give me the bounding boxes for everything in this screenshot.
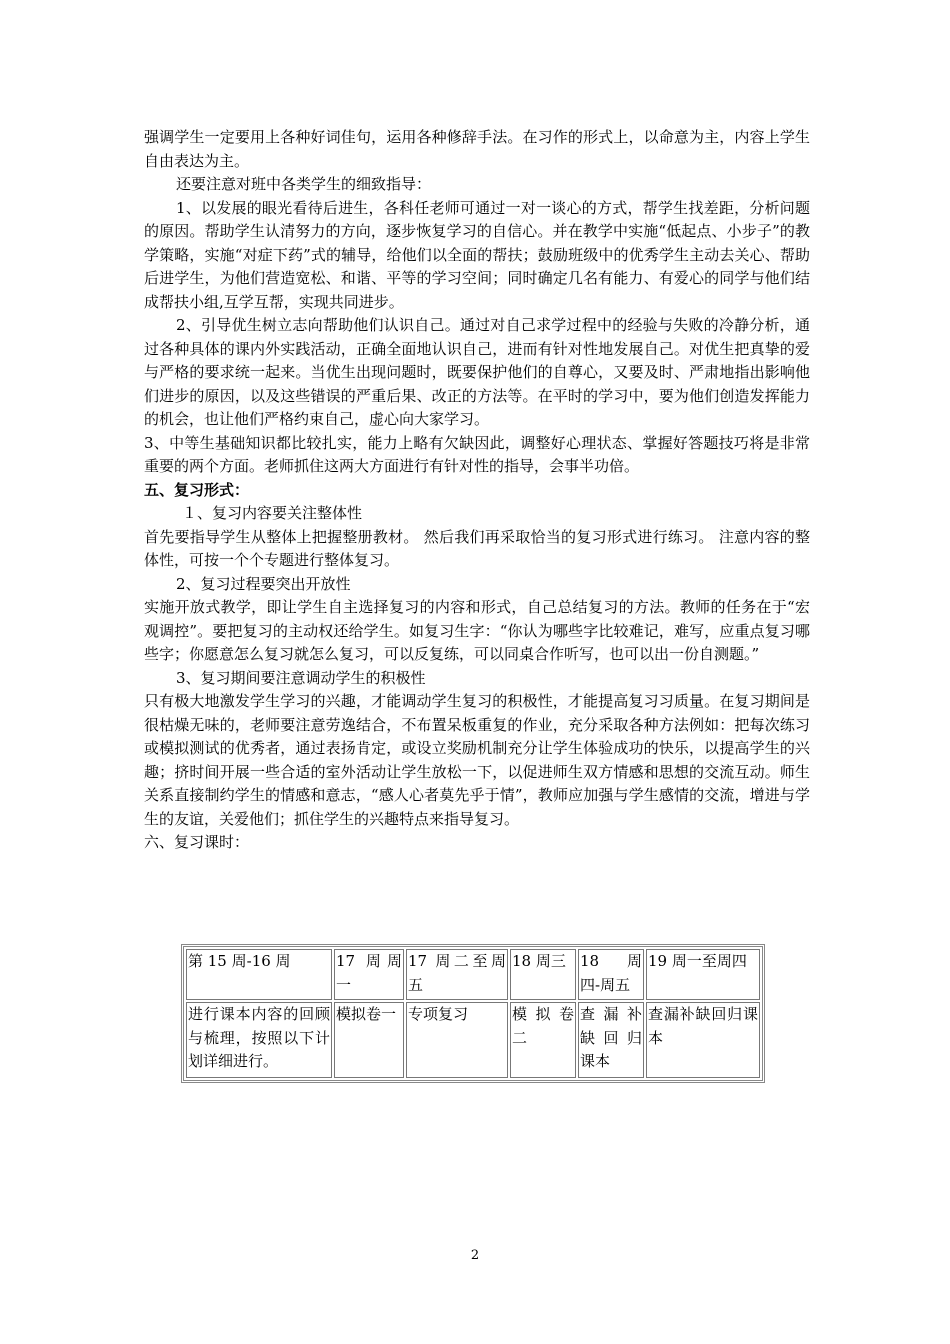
subheading-openness: 2、复习过程要突出开放性 <box>176 574 351 593</box>
review-schedule-table <box>181 944 765 1083</box>
paragraph-guidance-intro: 还要注意对班中各类学生的细致指导： <box>176 175 432 193</box>
paragraph-weak-students: 1、以发展的眼光看待后进生，各科任老师可通过一对一谈心的方式，帮学生找差距，分析问题的原因。帮助学生认清努力的方向，逐步恢复学习的自信心。并在教学中实施“低起点、小步子”的教学策略，实施“对症下药”式的辅导，给他们以全面的帮扶；鼓励班级中的优秀学生主动去关心、帮助后进学生，为他们营造宽松、和谐、平等的学习空间；同时确定几名有能力、有爱心的同学与他们结成帮扶小组,互学互帮，实现共同进步。 <box>144 198 810 311</box>
section-heading-review-form: 五、复习形式： <box>144 480 250 499</box>
schedule-header-cell: 19 周一至周四 <box>646 949 760 1000</box>
paragraph-openness: 实施开放式教学，即让学生自主选择复习的内容和形式，自己总结复习的方法。教师的任务在于“宏观调控”。要把复习的主动权还给学生。如复习生字：“你认为哪些字比较难记，难写，应重点复习哪些字；你愿意怎么复习就怎么复习，可以反复练，可以同桌合作听写，也可以出一份自测题。” <box>144 598 810 663</box>
schedule-cell: 查 漏 补缺 回 归课本 <box>578 1002 644 1078</box>
schedule-header-cell: 18 周三 <box>510 949 576 1000</box>
section-heading-review-hours: 六、复习课时： <box>144 833 250 851</box>
schedule-header-cell: 17 周二至周五 <box>406 949 508 1000</box>
schedule-cell: 模拟卷一 <box>334 1002 404 1078</box>
schedule-cell: 模 拟 卷二 <box>510 1002 576 1078</box>
schedule-header-cell: 第 15 周-16 周 <box>186 949 332 1000</box>
schedule-cell: 进行课本内容的回顾与梳理，按照以下计划详细进行。 <box>186 1002 332 1078</box>
document-body <box>144 126 810 855</box>
subheading-motivation: 3、复习期间要注意调动学生的积极性 <box>176 668 426 687</box>
paragraph-motivation: 只有极大地激发学生学习的兴趣，才能调动学生复习的积极性，才能提高复习习质量。在复习期间是很枯燥无味的，老师要注意劳逸结合，不布置呆板重复的作业，充分采取各种方法例如：把每次练习或模拟测试的优秀者，通过表扬肯定，或设立奖励机制充分让学生体验成功的快乐，以提高学生的兴趣；挤时间开展一些合适的室外活动让学生放松一下，以促进师生双方情感和思想的交流互动。师生关系直接制约学生的情感和意志，“感人心者莫先乎于情”，教师应加强与学生感情的交流，增进与学生的友谊，关爱他们；抓住学生的兴趣特点来指导复习。 <box>144 692 810 828</box>
paragraph-integrity: 首先要指导学生从整体上把握整册教材。 然后我们再采取恰当的复习形式进行练习。 注意内容的整体性，可按一个个专题进行整体复习。 <box>144 527 810 569</box>
schedule-content-row <box>186 1002 760 1078</box>
schedule-header-cell: 17 周周一 <box>334 949 404 1000</box>
schedule-header-cell: 18 周 四-周五 <box>578 949 644 1000</box>
paragraph-middle-students: 3、中等生基础知识都比较扎实，能力上略有欠缺因此，调整好心理状态、掌握好答题技巧将是非常重要的两个方面。老师抓住这两大方面进行有针对性的指导，会事半功倍。 <box>144 433 810 475</box>
paragraph-top-students: 2、引导优生树立志向帮助他们认识自己。通过对自己求学过程中的经验与失败的冷静分析，通过各种具体的课内外实践活动，正确全面地认识自己，进而有针对性地发展自己。对优生把真挚的爱与严格的要求统一起来。当优生出现问题时，既要保护他们的自尊心，又要及时、严肃地指出影响他们进步的原因，以及这些错误的严重后果、改正的方法等。在平时的学习中，要为他们创造发挥能力的机会，也让他们严格约束自己，虚心向大家学习。 <box>144 316 810 428</box>
page-number: 2 <box>470 1248 480 1263</box>
subheading-integrity: １、复习内容要关注整体性 <box>182 504 363 522</box>
paragraph-intro: 强调学生一定要用上各种好词佳句，运用各种修辞手法。在习作的形式上，以命意为主，内容上学生自由表达为主。 <box>144 128 810 170</box>
schedule-cell: 专项复习 <box>406 1002 508 1078</box>
schedule-cell: 查漏补缺回归课本 <box>646 1002 760 1078</box>
schedule-header-row <box>186 949 760 1000</box>
